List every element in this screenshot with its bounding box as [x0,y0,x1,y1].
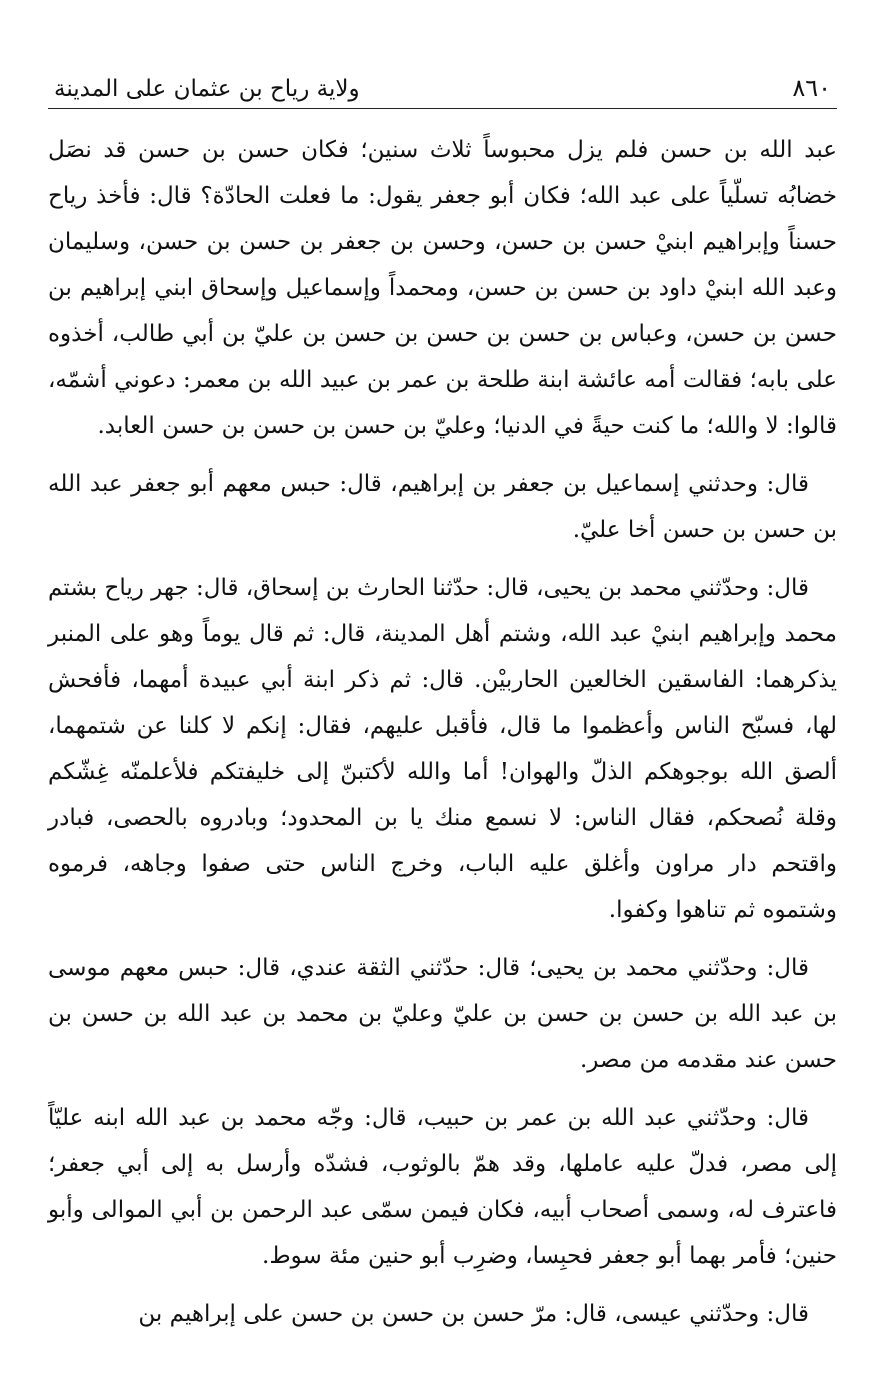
page-body [48,127,837,1337]
paragraph: قال: وحدثني إسماعيل بن جعفر بن إبراهيم، قال: حبس معهم أبو جعفر عبد الله بن حسن بن حسن أخا عليّ. [48,471,837,543]
paragraph: عبد الله بن حسن فلم يزل محبوساً ثلاث سنين؛ فكان حسن بن حسن قد نصَل خضابُه تسلّياً على عبد الله؛ فكان أبو جعفر يقول: ما فعلت الحادّة؟ قال: فأخذ رياح حسناً وإبراهيم ابنيْ حسن بن حسن، وحسن بن جعفر بن حسن بن حسن، وسليمان وعبد الله ابنيْ داود بن حسن بن حسن، ومحمداً وإسماعيل وإسحاق ابني إبراهيم بن حسن بن حسن، وعباس بن حسن بن حسن بن حسن بن عليّ بن أبي طالب، أخذوه على بابه؛ فقالت أمه عائشة ابنة طلحة بن عمر بن عبيد الله بن معمر: دعوني أشمّه، قالوا: لا والله؛ ما كنت حيةً في الدنيا؛ وعليّ بن حسن بن حسن بن حسن العابد. [48,137,837,439]
paragraph: قال: وحدّثني محمد بن يحيى، قال: حدّثنا الحارث بن إسحاق، قال: جهر رياح بشتم محمد وإبراهيم ابنيْ عبد الله، وشتم أهل المدينة، قال: ثم قال يوماً وهو على المنبر يذكرهما: الفاسقين الخالعين الحاربيْن. قال: ثم ذكر ابنة أبي عبيدة أمهما، فأفحش لها، فسبّح الناس وأعظموا ما قال، فأقبل عليهم، فقال: إنكم لا كلنا عن شتمهما، ألصق الله بوجوهكم الذلّ والهوان! أما والله لأكتبنّ إلى خليفتكم فلأعلمنّه غِشّكم وقلة نُصحكم، فقال الناس: لا نسمع منك يا بن المحدود؛ وبادروه بالحصى، فبادر واقتحم دار مراون وأغلق عليه الباب، وخرج الناس حتى صفوا وجاهه، فرموه وشتموه ثم تناهوا وكفوا. [48,575,837,923]
page-number: ٨٦٠ [792,74,831,102]
paragraph: قال: وحدّثني عبد الله بن عمر بن حبيب، قال: وجّه محمد بن عبد الله ابنه عليّاً إلى مصر، فدلّ عليه عاملها، وقد همّ بالوثوب، فشدّه وأرسل به إلى أبي جعفر؛ فاعترف له، وسمى أصحاب أبيه، فكان فيمن سمّى عبد الرحمن بن أبي الموالى وأبو حنين؛ فأمر بهما أبو جعفر فحبِسا، وضرِب أبو حنين مئة سوط. [48,1105,837,1269]
chapter-title: ولاية رياح بن عثمان على المدينة [54,76,360,102]
paragraph: قال: وحدّثني محمد بن يحيى؛ قال: حدّثني الثقة عندي، قال: حبس معهم موسى بن عبد الله بن حسن بن حسن بن عليّ وعليّ بن محمد بن عبد الله بن حسن بن حسن عند مقدمه من مصر. [48,955,837,1073]
running-header [48,62,837,109]
paragraph: قال: وحدّثني عيسى، قال: مرّ حسن بن حسن بن حسن على إبراهيم بن [138,1301,809,1327]
